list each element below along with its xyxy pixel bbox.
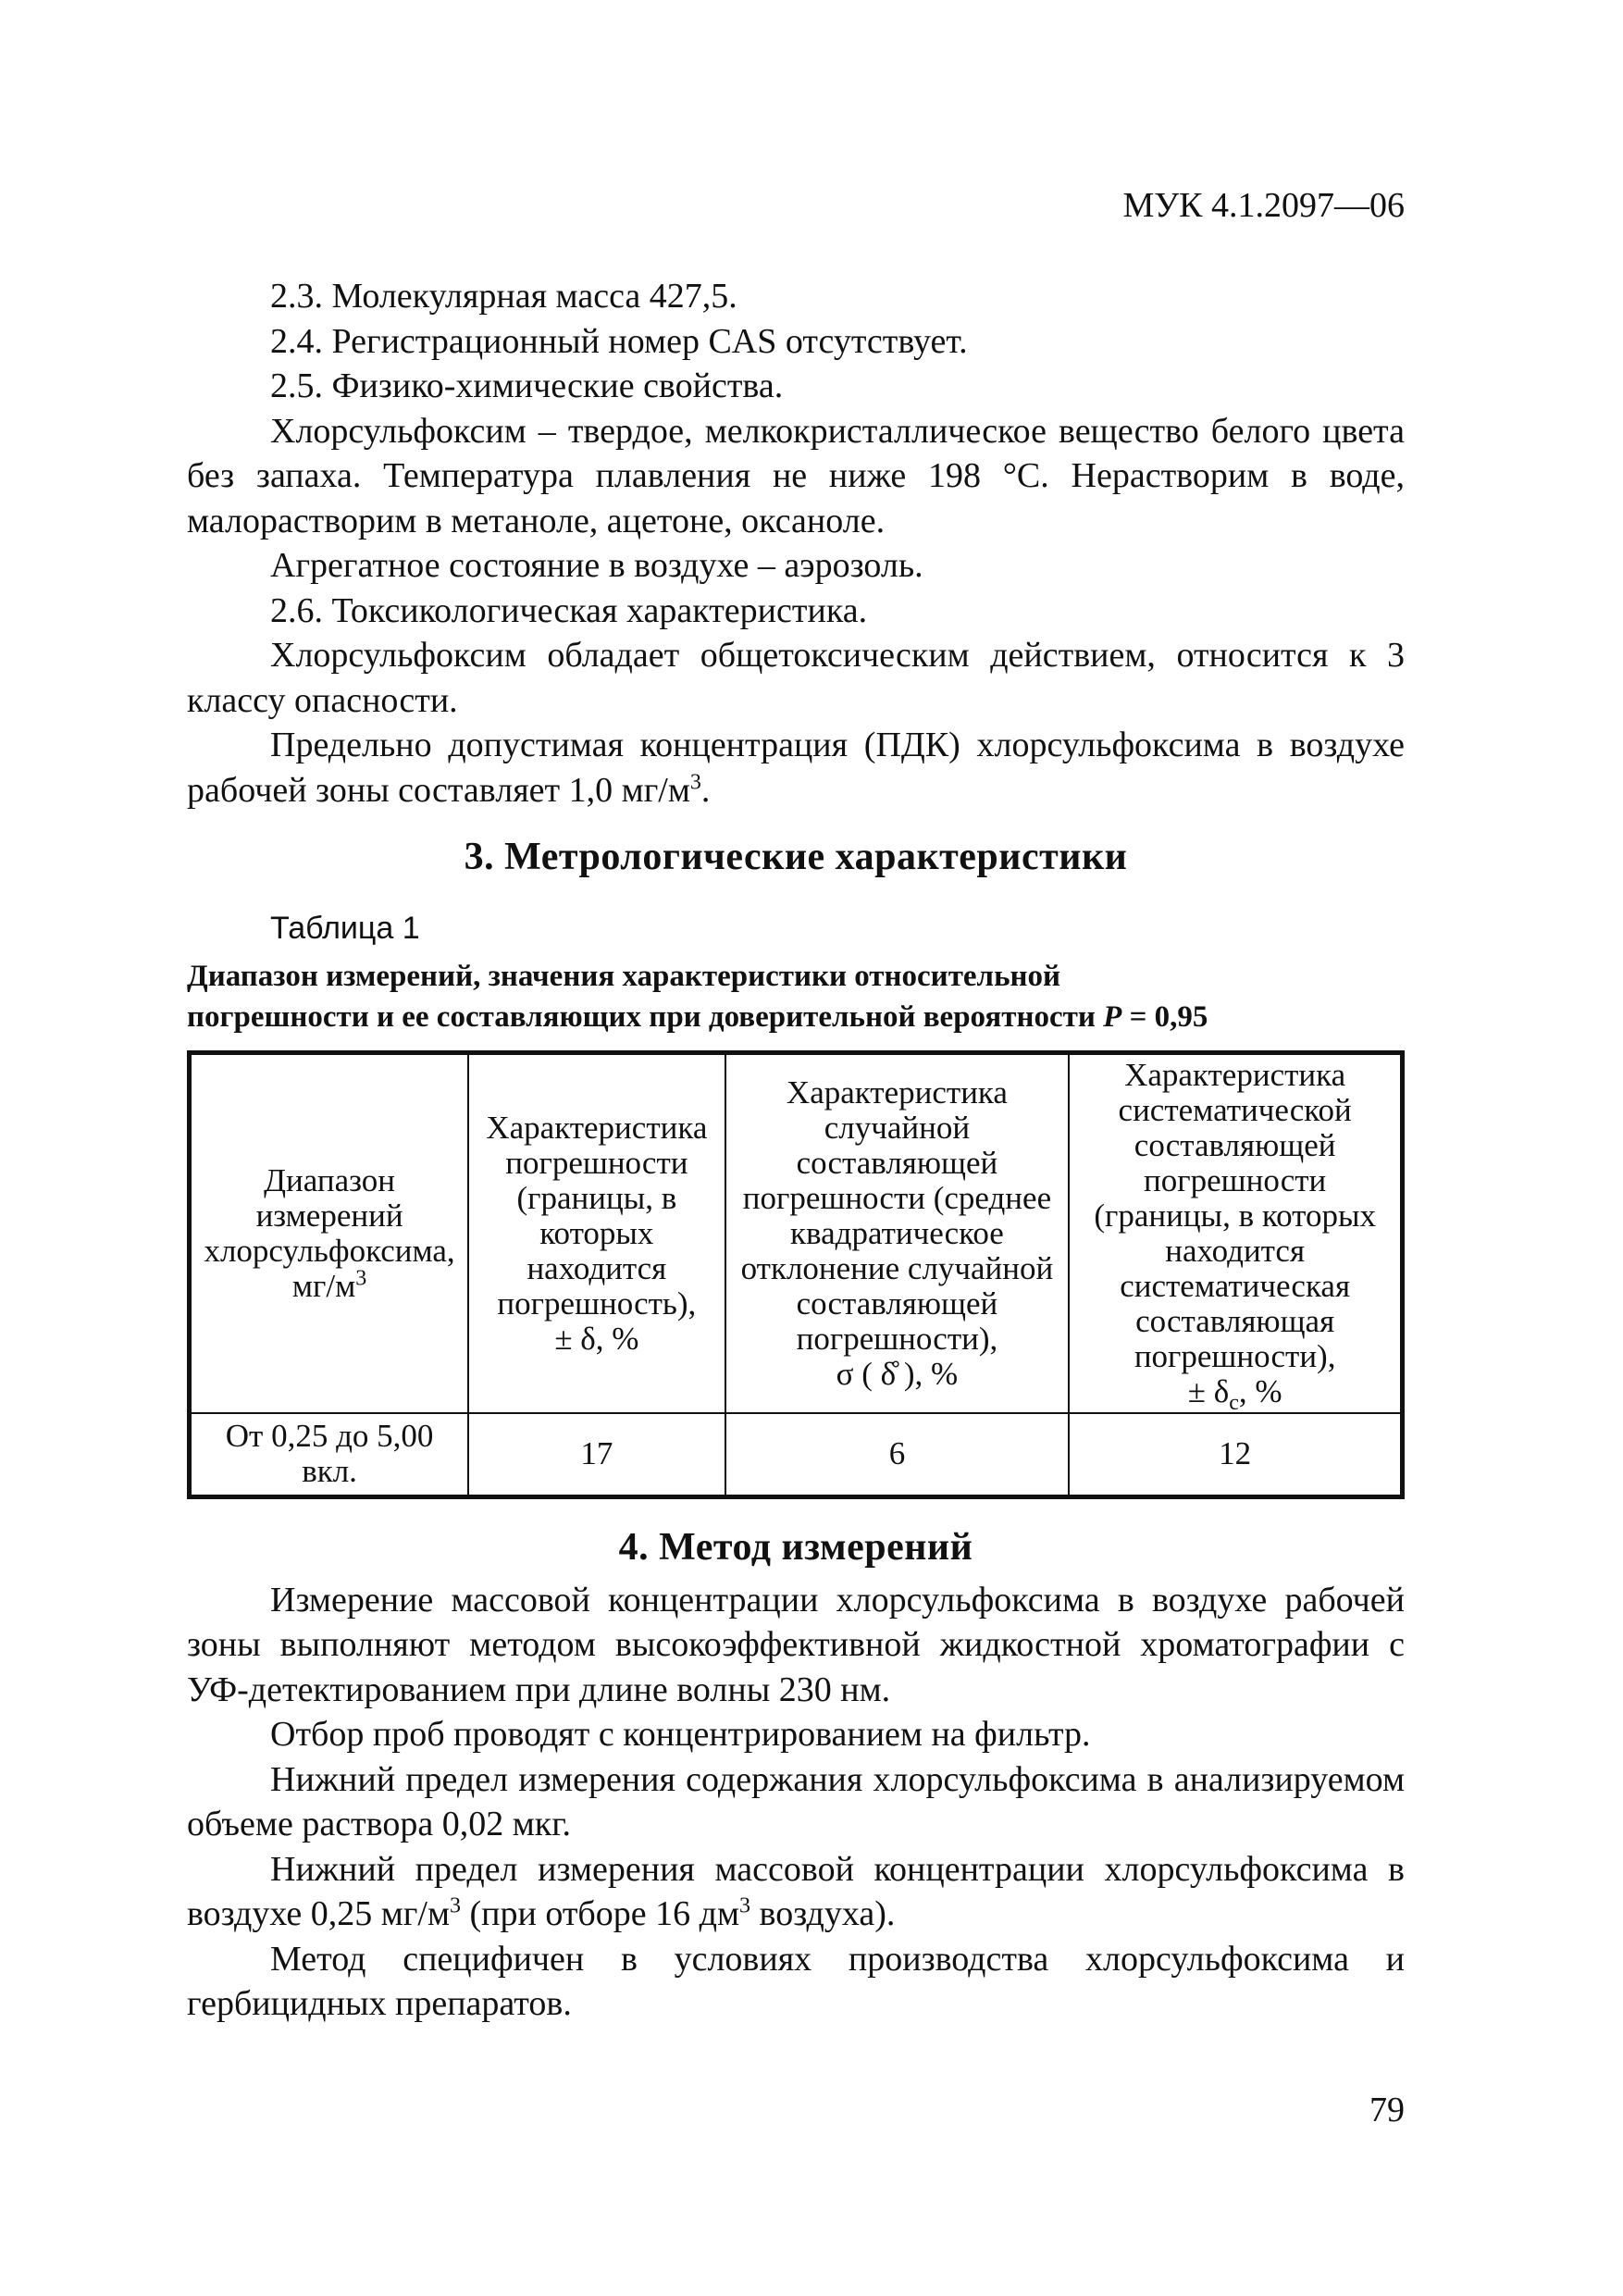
section-4-title: 4. Метод измерений xyxy=(618,1526,973,1569)
table-row xyxy=(190,1413,1403,1496)
table-caption-line-1: Диапазон измерений, значения характеристики относительной xyxy=(187,960,1061,993)
paragraph-physchem-description: Хлорсульфоксим – твердое, мелкокристаллическое вещество белого цвета без запаха. Температура плавления не ниже 198 °С. Нерастворим в воде, малорастворим в метаноле, ацетоне, оксаноле. xyxy=(187,411,1405,540)
header-systematic-text: Характеристика систематической составляющей погрешности (границы, в которых находится систематическая составляющая погрешности), xyxy=(1094,1057,1376,1374)
header-systematic-sub: c xyxy=(1229,1391,1239,1415)
caption-p-value: = 0,95 xyxy=(1121,1000,1208,1034)
metrology-table xyxy=(187,1050,1405,1499)
header-random xyxy=(725,1053,1070,1414)
paragraph-method: Измерение массовой концентрации хлорсульфоксима в воздухе рабочей зоны выполняют методом высокоэффективной жидкостной хроматографии с УФ-детектированием при длине волны 230 нм. xyxy=(187,1580,1405,1709)
cell-systematic: 12 xyxy=(1069,1413,1402,1496)
header-error-symbol: ± δ, % xyxy=(554,1321,639,1357)
section-4 xyxy=(187,1525,1405,2027)
paragraph-molecular-mass: 2.3. Молекулярная масса 427,5. xyxy=(270,277,737,316)
header-systematic-symbol: ± δ xyxy=(1187,1373,1230,1409)
header-systematic-unit: , % xyxy=(1238,1373,1282,1409)
header-random-text: Характеристика случайной составляющей погрешности (среднее квадратическое отклонение случайной составляющей погрешности), xyxy=(740,1074,1054,1357)
paragraph-specificity: Метод специфичен в условиях производства хлорсульфоксима и гербицидных препаратов. xyxy=(187,1939,1405,2023)
document-code-header: МУК 4.1.2097—06 xyxy=(1122,186,1405,225)
paragraph-physchem-heading: 2.5. Физико-химические свойства. xyxy=(270,366,784,405)
mac-text: Предельно допустимая концентрация (ПДК) хлорсульфоксима в воздухе рабочей зоны составляет 1,0 мг/м xyxy=(187,726,1405,810)
paragraph-toxicology-heading: 2.6. Токсикологическая характеристика. xyxy=(270,590,868,630)
header-range xyxy=(190,1053,469,1414)
limit-text-b: (при отборе 16 дм xyxy=(461,1894,740,1933)
table-caption-line-2 xyxy=(187,997,1405,1037)
table-number: Таблица 1 xyxy=(270,910,420,946)
caption-p-symbol: P xyxy=(1103,1000,1122,1034)
mac-end: . xyxy=(700,770,711,810)
paragraph-lower-limit-content: Нижний предел измерения содержания хлорсульфоксима в анализируемом объеме раствора 0,02 мкг. xyxy=(187,1759,1405,1843)
limit-text-c: воздуха). xyxy=(750,1894,896,1933)
paragraph-toxicology-description: Хлорсульфоксим обладает общетоксическим действием, относится к 3 классу опасности. xyxy=(187,636,1405,720)
paragraph-sampling: Отбор проб проводят с концентрированием на фильтр. xyxy=(270,1715,1091,1754)
section-3 xyxy=(187,835,1405,1499)
header-random-symbol: σ ( δ̊ ), % xyxy=(836,1356,959,1392)
paragraph-cas-number: 2.4. Регистрационный номер CAS отсутствует. xyxy=(270,321,968,361)
limit-sup-2: 3 xyxy=(739,1893,751,1918)
cell-random: 6 xyxy=(725,1413,1070,1496)
limit-sup-1: 3 xyxy=(450,1893,461,1918)
header-error-text: Характеристика погрешности (границы, в которых находится погрешность), xyxy=(486,1110,708,1322)
header-range-text: Диапазон измерений хлорсульфоксима, мг/м xyxy=(204,1162,455,1304)
cell-range: От 0,25 до 5,00 вкл. xyxy=(190,1413,469,1496)
section-2-text xyxy=(187,274,1405,813)
section-3-title: 3. Метрологические характеристики xyxy=(464,836,1128,878)
mac-superscript: 3 xyxy=(689,769,701,794)
page-number: 79 xyxy=(1369,2091,1405,2129)
table-header-row xyxy=(190,1053,1403,1414)
caption-text: погрешности и ее составляющих при доверительной вероятности xyxy=(187,1000,1096,1034)
header-error xyxy=(468,1053,725,1414)
paragraph-mac-value xyxy=(187,723,1405,813)
limit-text-a: Нижний предел измерения массовой концентрации хлорсульфоксима в воздухе 0,25 мг/м xyxy=(187,1849,1405,1933)
header-range-sup: 3 xyxy=(355,1266,367,1291)
header-systematic xyxy=(1069,1053,1402,1414)
cell-error: 17 xyxy=(468,1413,725,1496)
paragraph-lower-limit-concentration xyxy=(187,1847,1405,1937)
paragraph-aggregate-state: Агрегатное состояние в воздухе – аэрозоль. xyxy=(270,546,923,585)
